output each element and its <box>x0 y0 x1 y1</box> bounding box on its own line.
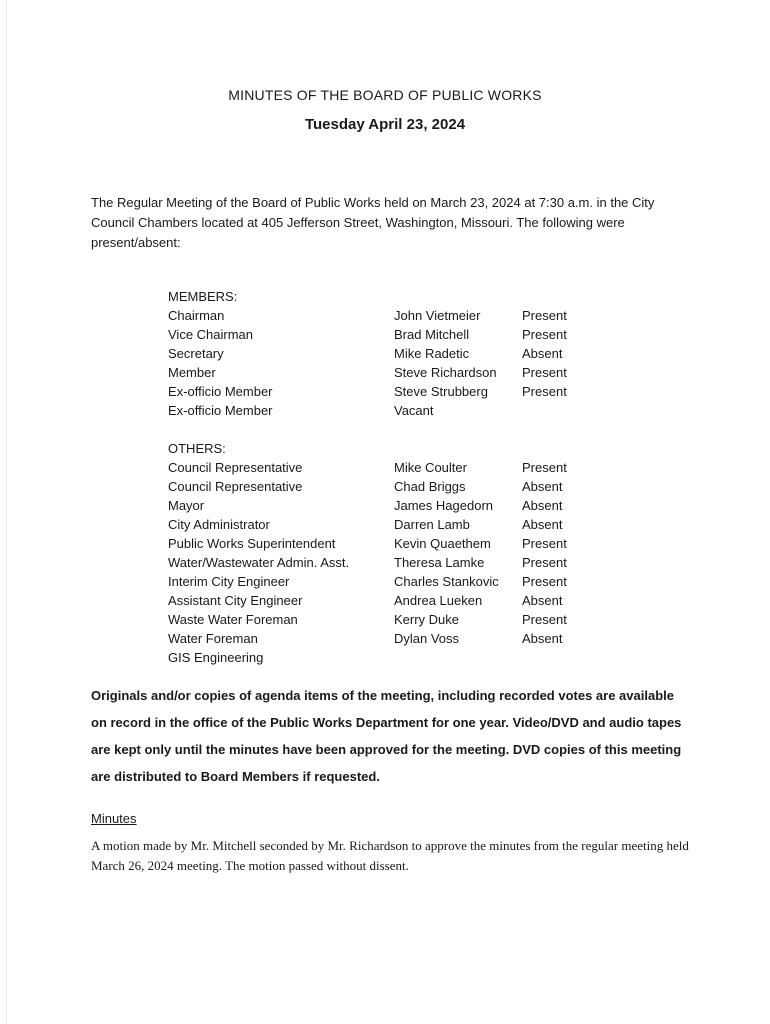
member-role: Ex-officio Member <box>168 403 273 418</box>
other-status: Present <box>522 574 567 589</box>
document-title: MINUTES OF THE BOARD OF PUBLIC WORKS <box>228 87 542 103</box>
other-row <box>168 591 608 610</box>
member-name: Steve Strubberg <box>394 384 488 399</box>
other-row <box>168 610 608 629</box>
other-role: Waste Water Foreman <box>168 612 298 627</box>
other-name: Mike Coulter <box>394 460 467 475</box>
members-heading: MEMBERS: <box>168 289 238 304</box>
other-name: Andrea Lueken <box>394 593 483 608</box>
member-role: Member <box>168 365 216 380</box>
minutes-body: A motion made by Mr. Mitchell seconded by Mr. Richardson to approve the minutes from the regular meeting held March 26, 2024 meeting. The motion passed without dissent. <box>91 838 689 873</box>
other-row <box>168 477 608 496</box>
other-name: Kevin Quaethem <box>394 536 491 551</box>
other-status: Absent <box>522 479 563 494</box>
records-notice: Originals and/or copies of agenda items of the meeting, including recorded votes are available on record in the office of the Public Works Department for one year. Video/DVD and audio tapes are kept only until the minutes have been approved for the meeting. DVD copies of this meeting are distributed to Board Members if requested. <box>91 688 682 784</box>
other-row <box>168 572 608 591</box>
other-status: Absent <box>522 517 563 532</box>
other-row <box>168 534 608 553</box>
others-roster <box>168 458 608 667</box>
other-role: Public Works Superintendent <box>168 536 336 551</box>
intro-paragraph: The Regular Meeting of the Board of Public Works held on March 23, 2024 at 7:30 a.m. in the City Council Chambers located at 405 Jefferson Street, Washington, Missouri. The following were present/absent: <box>91 195 655 250</box>
other-name: Darren Lamb <box>394 517 470 532</box>
other-role: Council Representative <box>168 479 303 494</box>
member-name: John Vietmeier <box>394 308 481 323</box>
member-name: Mike Radetic <box>394 346 470 361</box>
other-row <box>168 515 608 534</box>
member-row <box>168 344 608 363</box>
member-row <box>168 363 608 382</box>
other-role: City Administrator <box>168 517 270 532</box>
other-name: Kerry Duke <box>394 612 460 627</box>
other-role: Water/Wastewater Admin. Asst. <box>168 555 350 570</box>
member-role: Chairman <box>168 308 225 323</box>
other-role: Assistant City Engineer <box>168 593 303 608</box>
member-name: Vacant <box>394 403 434 418</box>
other-row <box>168 496 608 515</box>
member-row <box>168 325 608 344</box>
meeting-date-heading: Tuesday April 23, 2024 <box>304 116 466 133</box>
other-status: Absent <box>522 593 563 608</box>
other-status: Absent <box>522 631 563 646</box>
other-status: Present <box>522 460 567 475</box>
other-row <box>168 629 608 648</box>
other-name: Dylan Voss <box>394 631 460 646</box>
others-heading: OTHERS: <box>168 441 226 456</box>
member-status: Present <box>522 365 567 380</box>
minutes-heading: Minutes <box>91 811 137 826</box>
other-row <box>168 648 608 667</box>
other-name: Chad Briggs <box>394 479 466 494</box>
member-role: Ex-officio Member <box>168 384 273 399</box>
other-status: Present <box>522 536 567 551</box>
other-name: Theresa Lamke <box>394 555 485 570</box>
member-name: Steve Richardson <box>394 365 497 380</box>
other-name: James Hagedorn <box>394 498 493 513</box>
member-role: Secretary <box>168 346 224 361</box>
other-role: Mayor <box>168 498 205 513</box>
other-role: Council Representative <box>168 460 303 475</box>
page-edge-line <box>6 0 7 1024</box>
member-row <box>168 306 608 325</box>
member-status: Present <box>522 308 567 323</box>
other-row <box>168 553 608 572</box>
member-status: Absent <box>522 346 563 361</box>
other-row <box>168 458 608 477</box>
member-status: Present <box>522 384 567 399</box>
member-row <box>168 401 608 420</box>
other-status: Absent <box>522 498 563 513</box>
member-role: Vice Chairman <box>168 327 254 342</box>
member-row <box>168 382 608 401</box>
other-role: GIS Engineering <box>168 650 264 665</box>
other-status: Present <box>522 612 567 627</box>
member-name: Brad Mitchell <box>394 327 470 342</box>
other-status: Present <box>522 555 567 570</box>
member-status: Present <box>522 327 567 342</box>
other-role: Interim City Engineer <box>168 574 290 589</box>
other-name: Charles Stankovic <box>394 574 499 589</box>
other-role: Water Foreman <box>168 631 258 646</box>
members-roster <box>168 306 608 420</box>
